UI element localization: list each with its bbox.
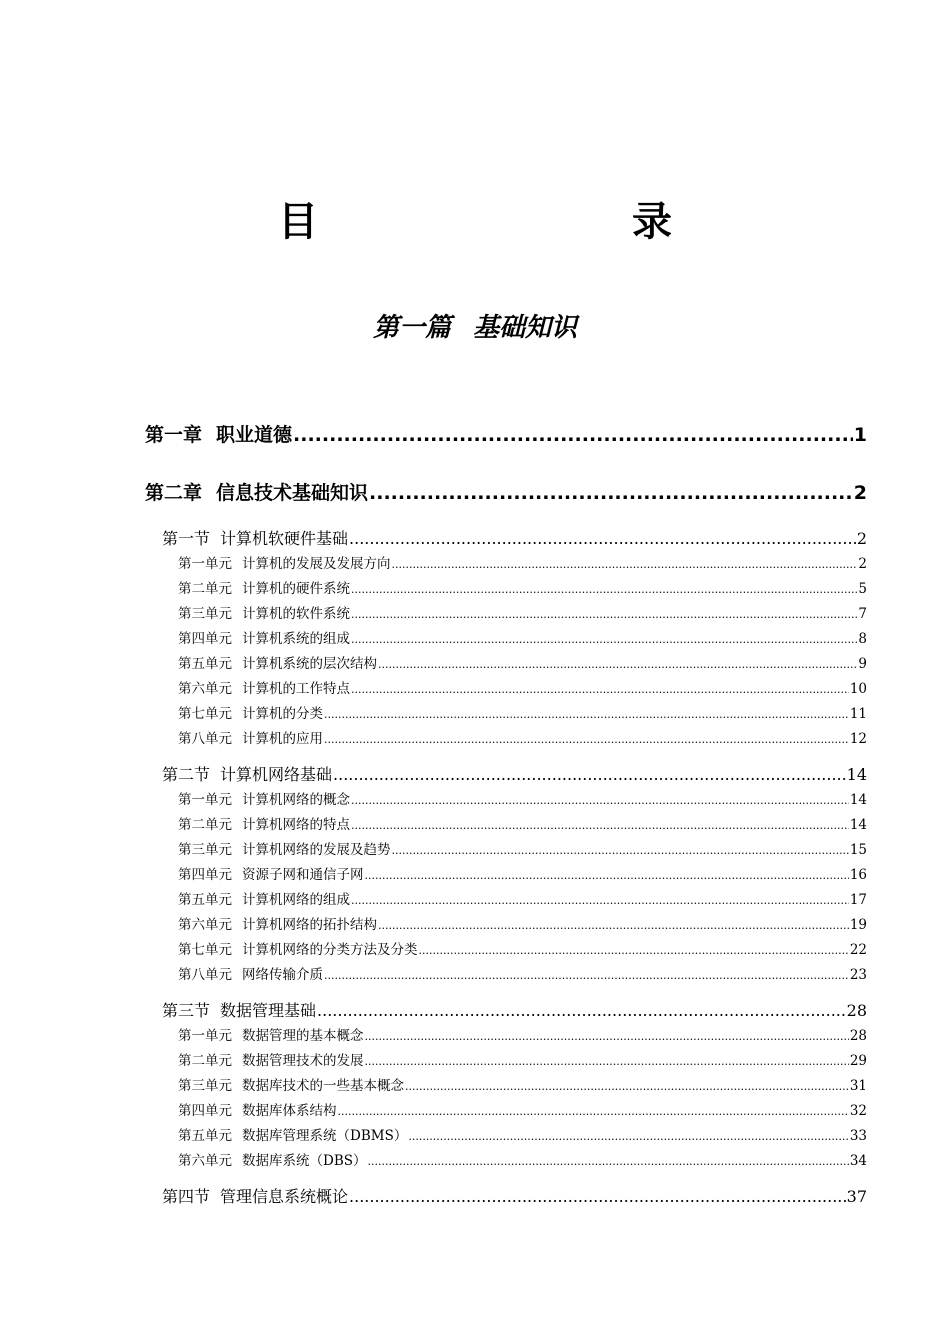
toc-entry-title: [178, 1074, 404, 1099]
toc-entry-name: 计算机网络基础: [220, 765, 333, 784]
toc-entry-name: 资源子网和通信子网: [242, 867, 364, 883]
dot-leader: [378, 652, 857, 677]
toc-entry-title: [178, 1149, 367, 1174]
toc-entry-number: 第二节: [162, 765, 211, 784]
toc-entry-unit[interactable]: [145, 888, 867, 913]
toc-entry-unit[interactable]: [145, 552, 867, 577]
toc-entry-title: [178, 1124, 407, 1149]
toc-entry-unit[interactable]: [145, 788, 867, 813]
dot-leader: [324, 963, 849, 988]
dot-leader: [293, 420, 853, 450]
toc-entry-number: 第七单元: [178, 942, 232, 958]
toc-entry-name: 数据管理基础: [220, 1001, 317, 1020]
toc-entry-name: 计算机网络的特点: [242, 817, 350, 833]
toc-entry-section[interactable]: [145, 998, 867, 1024]
toc-entry-number: 第五单元: [178, 892, 232, 908]
toc-entry-title: [178, 677, 350, 702]
dot-leader: [365, 1049, 849, 1074]
toc-entry-name: 数据库管理系统（DBMS）: [242, 1128, 408, 1144]
dot-leader: [392, 838, 849, 863]
table-of-contents: [145, 420, 867, 1210]
toc-entry-unit[interactable]: [145, 863, 867, 888]
toc-entry-name: 计算机系统的组成: [242, 631, 350, 647]
toc-entry-number: 第三单元: [178, 606, 232, 622]
toc-entry-number: 第三单元: [178, 1078, 232, 1094]
toc-page-number: 9: [858, 656, 867, 672]
toc-page-number: 23: [849, 967, 867, 983]
toc-entry-unit[interactable]: [145, 602, 867, 627]
toc-entry-title: [178, 652, 377, 677]
dot-leader: [378, 913, 849, 938]
toc-entry-title: [178, 1049, 364, 1074]
dot-leader: [408, 1124, 848, 1149]
toc-entry-title: [178, 913, 377, 938]
toc-entry-number: 第六单元: [178, 1153, 232, 1169]
toc-page-number: 16: [849, 867, 867, 883]
toc-entry-name: 数据库系统（DBS）: [242, 1153, 367, 1169]
dot-leader: [324, 727, 849, 752]
dot-leader: [333, 762, 846, 788]
toc-entry-title: [145, 420, 292, 450]
toc-entry-number: 第七单元: [178, 706, 232, 722]
dot-leader: [338, 1099, 849, 1124]
toc-page-number: 12: [849, 731, 867, 747]
toc-entry-number: 第一节: [162, 529, 211, 548]
toc-entry-number: 第一单元: [178, 792, 232, 808]
toc-page-number: 7: [858, 606, 867, 622]
dot-leader: [351, 602, 857, 627]
dot-leader: [351, 677, 849, 702]
dot-leader: [405, 1074, 849, 1099]
toc-entry-title: [162, 526, 348, 552]
toc-entry-number: 第四单元: [178, 1103, 232, 1119]
part-name: 基础知识: [473, 313, 578, 343]
toc-entry-name: 计算机的软件系统: [242, 606, 350, 622]
toc-entry-number: 第八单元: [178, 967, 232, 983]
toc-entry-title: [178, 863, 364, 888]
toc-entry-name: 计算机网络的发展及趋势: [242, 842, 391, 858]
toc-entry-title: [178, 702, 323, 727]
toc-entry-unit[interactable]: [145, 627, 867, 652]
toc-entry-unit[interactable]: [145, 652, 867, 677]
dot-leader: [349, 1184, 846, 1210]
toc-entry-number: 第四单元: [178, 867, 232, 883]
toc-page-number: 32: [849, 1103, 867, 1119]
toc-page-number: 29: [849, 1053, 867, 1069]
toc-page-number: 28: [846, 1001, 867, 1020]
toc-entry-title: [178, 1099, 337, 1124]
toc-entry-name: 数据管理的基本概念: [242, 1028, 364, 1044]
toc-entry-number: 第四单元: [178, 631, 232, 647]
toc-entry-title: [178, 552, 391, 577]
part-heading: [0, 308, 950, 348]
toc-page-number: 34: [849, 1153, 867, 1169]
dot-leader: [351, 627, 857, 652]
toc-entry-number: 第八单元: [178, 731, 232, 747]
toc-entry-number: 第二章: [145, 482, 203, 504]
toc-page-number: 28: [849, 1028, 867, 1044]
toc-page-number: 31: [849, 1078, 867, 1094]
toc-entry-name: 计算机网络的分类方法及分类: [242, 942, 418, 958]
toc-page-number: 14: [846, 765, 867, 784]
toc-entry-number: 第六单元: [178, 917, 232, 933]
toc-page-number: 1: [853, 424, 867, 446]
toc-entry-name: 计算机系统的层次结构: [242, 656, 377, 672]
toc-entry-title: [178, 963, 323, 988]
toc-page-number: 11: [849, 706, 867, 722]
toc-page-number: 5: [858, 581, 867, 597]
toc-entry-title: [178, 577, 350, 602]
toc-entry-number: 第一章: [145, 424, 203, 446]
toc-entry-title: [178, 627, 350, 652]
toc-page-number: 14: [849, 817, 867, 833]
dot-leader: [392, 552, 858, 577]
toc-entry-title: [145, 478, 368, 508]
toc-entry-number: 第五单元: [178, 656, 232, 672]
toc-entry-unit[interactable]: [145, 702, 867, 727]
toc-entry-section[interactable]: [145, 762, 867, 788]
toc-entry-name: 计算机软硬件基础: [220, 529, 349, 548]
toc-entry-title: [162, 1184, 348, 1210]
toc-entry-number: 第二单元: [178, 581, 232, 597]
toc-entry-title: [178, 938, 418, 963]
dot-leader: [419, 938, 849, 963]
toc-page-number: 8: [858, 631, 867, 647]
toc-entry-name: 计算机网络的组成: [242, 892, 350, 908]
toc-entry-name: 计算机的应用: [242, 731, 323, 747]
toc-entry-name: 信息技术基础知识: [216, 482, 369, 504]
toc-entry-unit[interactable]: [145, 1124, 867, 1149]
dot-leader: [351, 577, 857, 602]
toc-page-number: 2: [853, 482, 867, 504]
toc-entry-unit[interactable]: [145, 938, 867, 963]
toc-entry-unit[interactable]: [145, 813, 867, 838]
toc-entry-name: 计算机网络的概念: [242, 792, 350, 808]
toc-page-number: 37: [846, 1187, 867, 1206]
part-label: 第一篇: [372, 313, 451, 343]
toc-entry-title: [162, 762, 332, 788]
toc-entry-section[interactable]: [145, 1184, 867, 1210]
toc-entry-title: [178, 888, 350, 913]
dot-leader: [365, 1024, 849, 1049]
toc-entry-name: 数据管理技术的发展: [242, 1053, 364, 1069]
toc-entry-number: 第六单元: [178, 681, 232, 697]
toc-entry-name: 网络传输介质: [242, 967, 323, 983]
toc-entry-number: 第二单元: [178, 817, 232, 833]
dot-leader: [365, 863, 849, 888]
toc-page-number: 14: [849, 792, 867, 808]
toc-entry-unit[interactable]: [145, 1074, 867, 1099]
toc-entry-chapter[interactable]: [145, 420, 867, 450]
dot-leader: [351, 788, 849, 813]
toc-entry-name: 计算机的工作特点: [242, 681, 350, 697]
toc-entry-section[interactable]: [145, 526, 867, 552]
toc-entry-number: 第一单元: [178, 556, 232, 572]
toc-entry-number: 第四节: [162, 1187, 211, 1206]
dot-leader: [369, 478, 853, 508]
toc-page-number: 19: [849, 917, 867, 933]
toc-entry-title: [178, 813, 350, 838]
toc-entry-chapter[interactable]: [145, 478, 867, 508]
toc-entry-unit[interactable]: [145, 677, 867, 702]
dot-leader: [351, 888, 849, 913]
toc-entry-unit[interactable]: [145, 1049, 867, 1074]
toc-page-number: 22: [849, 942, 867, 958]
toc-page-number: 15: [849, 842, 867, 858]
toc-entry-name: 职业道德: [216, 424, 293, 446]
toc-entry-number: 第五单元: [178, 1128, 232, 1144]
toc-entry-unit[interactable]: [145, 963, 867, 988]
toc-page-number: 2: [858, 556, 867, 572]
toc-page-number: 33: [849, 1128, 867, 1144]
toc-entry-name: 数据库体系结构: [242, 1103, 337, 1119]
toc-title: 目 录: [278, 199, 750, 245]
dot-leader: [349, 526, 856, 552]
toc-entry-number: 第三节: [162, 1001, 211, 1020]
toc-entry-title: [178, 788, 350, 813]
toc-entry-unit[interactable]: [145, 1024, 867, 1049]
toc-entry-title: [178, 602, 350, 627]
toc-entry-title: [178, 838, 391, 863]
toc-entry-unit[interactable]: [145, 838, 867, 863]
toc-entry-title: [178, 1024, 364, 1049]
dot-leader: [368, 1149, 849, 1174]
dot-leader: [351, 813, 849, 838]
toc-entry-name: 计算机的发展及发展方向: [242, 556, 391, 572]
toc-entry-unit[interactable]: [145, 577, 867, 602]
toc-entry-number: 第二单元: [178, 1053, 232, 1069]
toc-page-number: 17: [849, 892, 867, 908]
toc-entry-name: 数据库技术的一些基本概念: [242, 1078, 404, 1094]
toc-entry-unit[interactable]: [145, 913, 867, 938]
toc-entry-number: 第一单元: [178, 1028, 232, 1044]
dot-leader: [324, 702, 849, 727]
toc-entry-name: 计算机网络的拓扑结构: [242, 917, 377, 933]
toc-page-number: 10: [849, 681, 867, 697]
toc-entry-title: [178, 727, 323, 752]
toc-entry-name: 计算机的分类: [242, 706, 323, 722]
toc-entry-unit[interactable]: [145, 1099, 867, 1124]
toc-page-number: 2: [856, 529, 867, 548]
toc-entry-number: 第三单元: [178, 842, 232, 858]
toc-entry-title: [162, 998, 316, 1024]
toc-entry-name: 管理信息系统概论: [220, 1187, 349, 1206]
toc-entry-unit[interactable]: [145, 1149, 867, 1174]
toc-entry-name: 计算机的硬件系统: [242, 581, 350, 597]
toc-entry-unit[interactable]: [145, 727, 867, 752]
dot-leader: [317, 998, 846, 1024]
